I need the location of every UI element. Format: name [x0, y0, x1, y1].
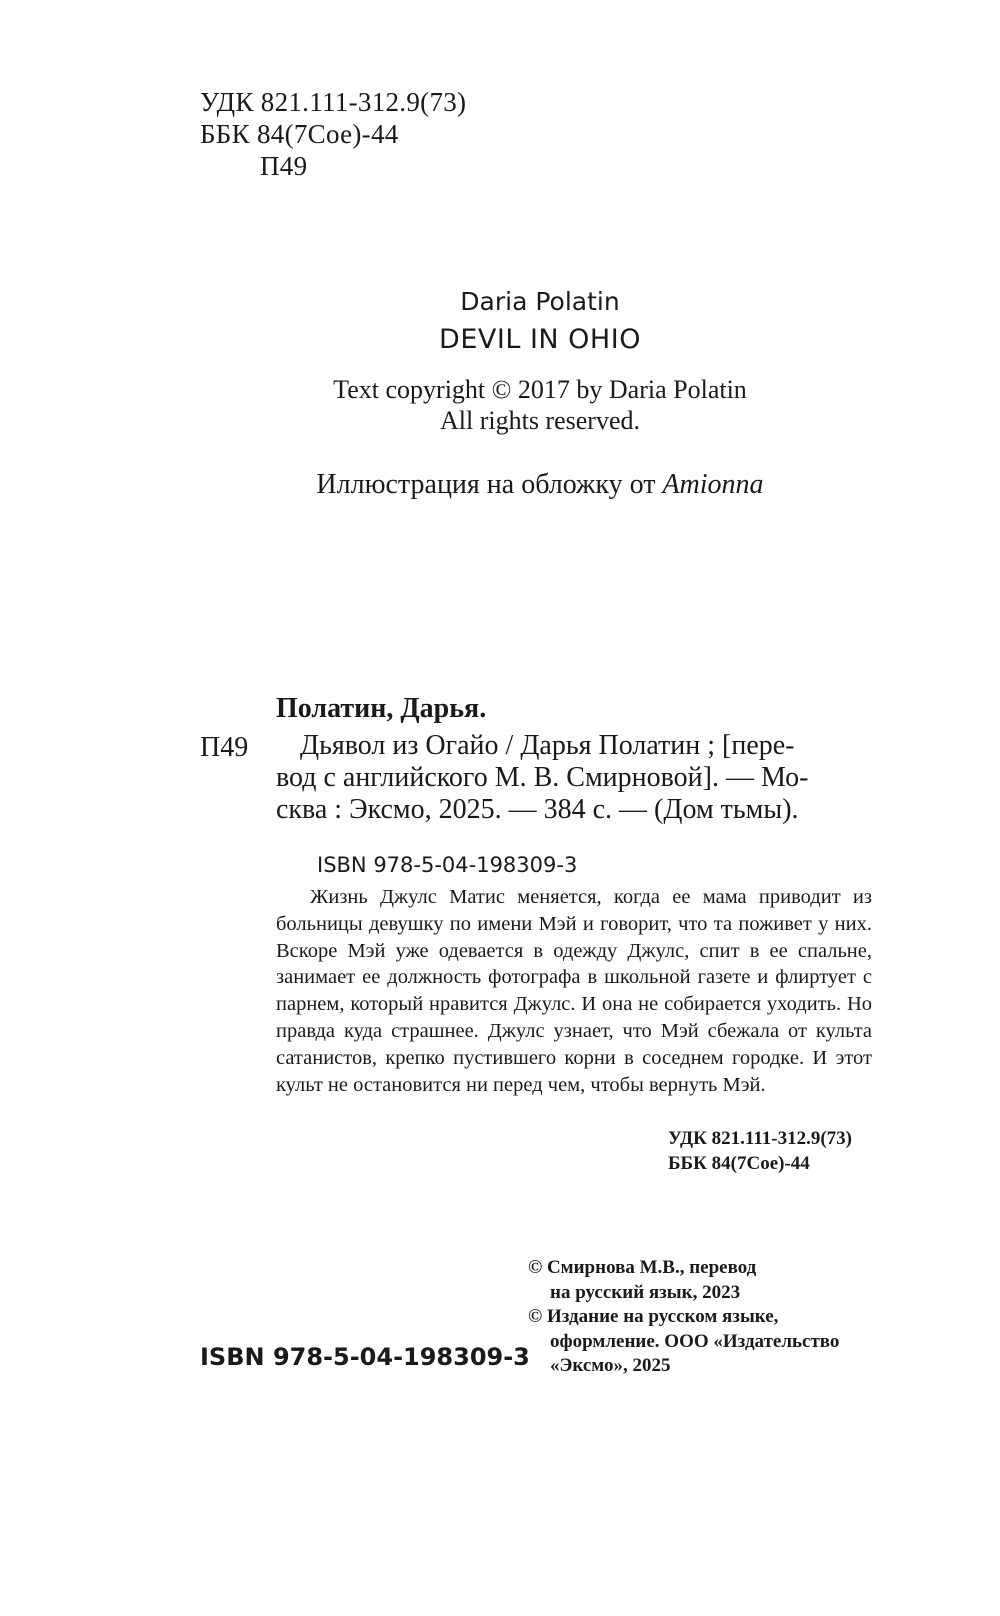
original-author: Daria Polatin [460, 287, 620, 316]
catalog-description [276, 730, 872, 826]
original-copyright-line: Text copyright © 2017 by Daria Polatin [333, 375, 747, 404]
author-mark: П49 [260, 151, 308, 181]
annotation-udk: УДК 821.111-312.9(73) [668, 1128, 853, 1149]
bbk-code: ББК 84(7Сое)-44 [200, 119, 399, 149]
illustration-prefix: Иллюстрация на обложку от [316, 469, 663, 500]
bottom-isbn: ISBN 978-5-04-198309-3 [200, 1343, 530, 1371]
edition-copyright-line: © Издание на русском языке, [528, 1306, 779, 1327]
original-copyright-block [300, 374, 780, 436]
catalog-author-heading: Полатин, Дарья. [276, 693, 487, 724]
translation-copyright-line: © Смирнова М.В., перевод [528, 1257, 757, 1278]
classification-codes-top [200, 86, 466, 182]
catalog-line: Дьявол из Огайо / Дарья Полатин ; [пере- [300, 730, 795, 761]
illustration-artist: Amionna [662, 469, 764, 500]
catalog-line: вод с английского М. В. Смирновой]. — Мо- [276, 762, 809, 793]
original-edition-block [300, 283, 780, 359]
cover-illustration-credit [250, 468, 830, 502]
annotation-bbk: ББК 84(7Сое)-44 [668, 1153, 810, 1174]
catalog-line: сква : Эксмо, 2025. — 384 с. — (Дом тьмы). [276, 794, 799, 825]
original-rights-line: All rights reserved. [439, 406, 640, 435]
catalog-isbn: ISBN 978-5-04-198309-3 [317, 853, 578, 877]
original-title: DEVIL IN OHIO [439, 324, 641, 355]
edition-copyright-line: оформление. ООО «Издательство [550, 1330, 840, 1352]
translation-copyright-line: на русский язык, 2023 [550, 1281, 741, 1303]
edition-copyright-line: «Эксмо», 2025 [550, 1355, 671, 1376]
russian-copyrights [528, 1256, 878, 1379]
udk-code: УДК 821.111-312.9(73) [200, 87, 467, 117]
catalog-author-mark: П49 [200, 732, 249, 763]
annotation-classification-codes [668, 1126, 852, 1176]
annotation-text: Жизнь Джулс Матис меняется, когда ее мама приводит из больницы девушку по имени Мэй и говорит, что та поживет у них. Вскоре Мэй уже одевается в одежду Джулс, спит в ее спальне, занимает ее должность фотографа в школьной газете и флиртует с парнем, который нравится Джулс. И она не собирается уходить. Но правда куда страшнее. Джулс узнает, что Мэй сбежала от культа сатанистов, крепко пустившего корни в соседнем городке. И этот культ не остановится ни перед чем, чтобы вернуть Мэй. [276, 886, 872, 1096]
